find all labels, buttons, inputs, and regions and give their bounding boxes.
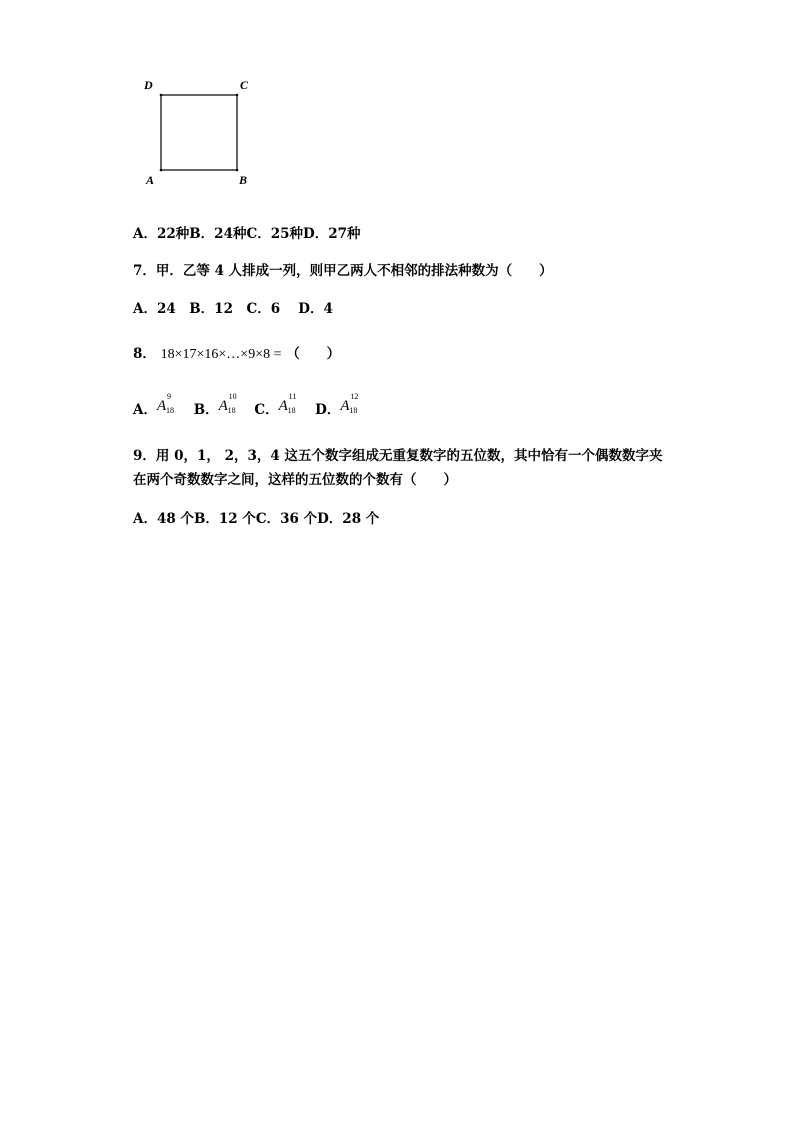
q8-option-a: A． A 9 18 bbox=[133, 398, 189, 418]
q8-option-c: C． A 11 18 bbox=[254, 398, 310, 418]
vertex-b bbox=[236, 169, 239, 172]
vertex-d bbox=[160, 94, 163, 97]
permutation-symbol: A 11 18 bbox=[278, 392, 297, 415]
q8-paren: （ ） bbox=[286, 346, 341, 362]
q8-options bbox=[133, 392, 371, 418]
vertex-c bbox=[236, 94, 239, 97]
label-a: A bbox=[146, 173, 155, 187]
permutation-symbol: A 9 18 bbox=[156, 392, 174, 415]
q9-stem-line2: 在两个奇数数字之间，这样的五位数的个数有（ ） bbox=[133, 472, 457, 488]
q7-stem: 7．甲．乙等 4 人排成一列，则甲乙两人不相邻的排法种数为（ ） bbox=[133, 263, 553, 279]
square-outline bbox=[161, 95, 237, 170]
label-d: D bbox=[144, 78, 153, 92]
q8-option-d: D． A 12 18 bbox=[315, 398, 371, 418]
q8-expression: 18×17×16×…×9×8 = bbox=[160, 347, 282, 362]
q9-options: A．48 个B．12 个C．36 个D．28 个 bbox=[133, 511, 380, 527]
label-b: B bbox=[239, 173, 248, 187]
permutation-symbol: A 10 18 bbox=[218, 392, 237, 415]
label-c: C bbox=[240, 78, 249, 92]
q8-number: 8． bbox=[133, 346, 156, 362]
vertex-a bbox=[160, 169, 163, 172]
q6-options: A．22种B．24种C．25种D．27种 bbox=[133, 226, 361, 242]
q7-options: A．24 B．12 C．6 D．4 bbox=[133, 301, 333, 317]
q8-option-b: B． A 10 18 bbox=[194, 398, 250, 418]
square-figure bbox=[140, 76, 260, 191]
q9-stem-line1: 9．用 0，1， 2，3，4 这五个数字组成无重复数字的五位数，其中恰有一个偶数数字夹 bbox=[133, 448, 663, 464]
permutation-symbol: A 12 18 bbox=[340, 392, 359, 415]
q8-stem bbox=[133, 342, 340, 363]
